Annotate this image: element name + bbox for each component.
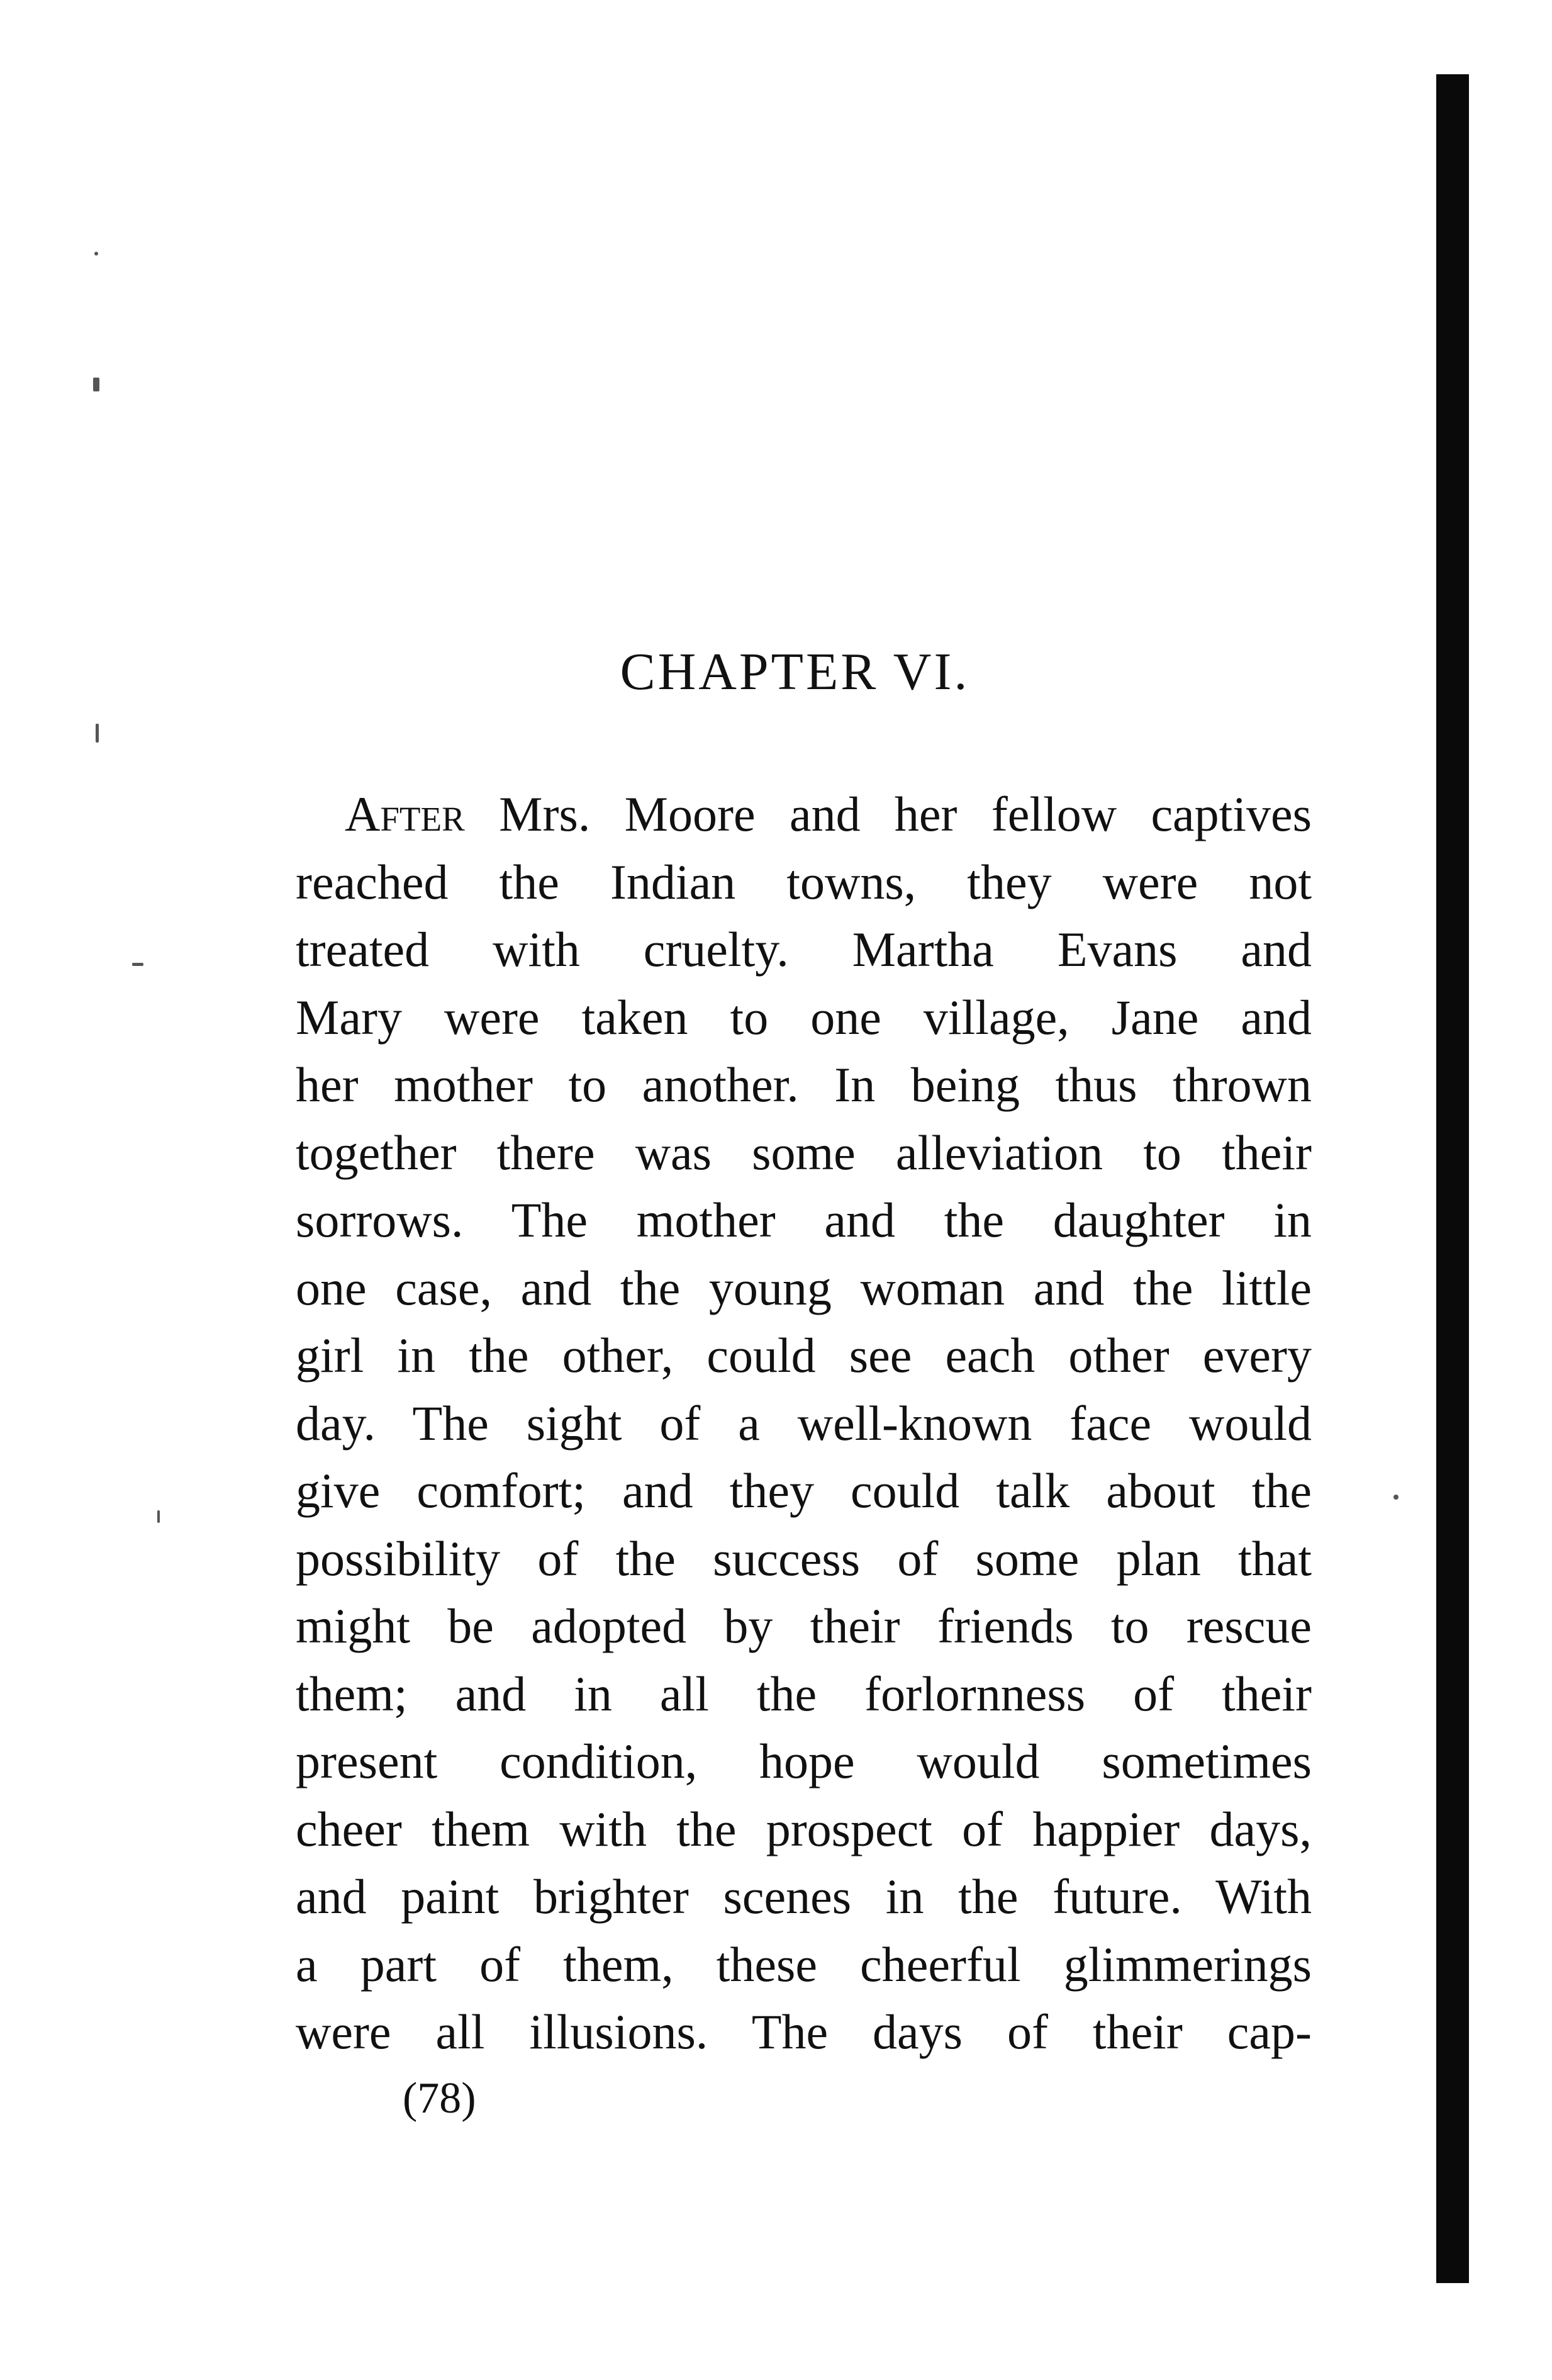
text-line-3: treated with cruelty. Martha Evans and bbox=[296, 922, 1312, 977]
text-line-12: possibility of the success of some plan that bbox=[296, 1530, 1312, 1586]
scan-speck bbox=[157, 1510, 160, 1523]
text-line-8: one case, and the young woman and the little bbox=[296, 1260, 1312, 1315]
text-line-19: were all illusions. The days of their cap- bbox=[296, 2004, 1312, 2059]
text-line-15: present condition, hope would sometimes bbox=[296, 1734, 1312, 1788]
text-line-14: them; and in all the forlornness of their bbox=[296, 1666, 1312, 1721]
scan-speck bbox=[132, 963, 143, 966]
text-line-11: give comfort; and they could talk about the bbox=[296, 1463, 1312, 1518]
text-line-6: together there was some alleviation to their bbox=[296, 1125, 1312, 1180]
text-line-5: her mother to another. In being thus thrown bbox=[296, 1057, 1312, 1112]
chapter-heading: CHAPTER VI. bbox=[620, 643, 970, 701]
text-line-4: Mary were taken to one village, Jane and bbox=[296, 989, 1312, 1045]
binding-shadow bbox=[1436, 74, 1469, 2283]
text-line-17: and paint brighter scenes in the future. With bbox=[296, 1869, 1312, 1924]
text-line-16: cheer them with the prospect of happier days, bbox=[296, 1801, 1312, 1856]
text-line-1 bbox=[296, 780, 1312, 848]
text-line-13: might be adopted by their friends to rescue bbox=[296, 1598, 1312, 1653]
scan-speck bbox=[96, 724, 99, 743]
page-number: (78) bbox=[403, 2074, 476, 2123]
text-line-1-rest: Mrs. Moore and her fellow captives bbox=[464, 787, 1312, 841]
text-line-7: sorrows. The mother and the daughter in bbox=[296, 1193, 1312, 1247]
text-line-9: girl in the other, could see each other every bbox=[296, 1328, 1312, 1383]
text-line-18: a part of them, these cheerful glimmerings bbox=[296, 1936, 1312, 1992]
scan-speck bbox=[94, 252, 98, 255]
opening-word: After bbox=[345, 787, 465, 841]
scan-speck bbox=[93, 378, 99, 391]
scan-speck bbox=[1393, 1495, 1398, 1500]
chapter-body bbox=[296, 780, 1312, 2066]
text-line-10: day. The sight of a well-known face would bbox=[296, 1395, 1312, 1451]
text-line-2: reached the Indian towns, they were not bbox=[296, 854, 1312, 909]
